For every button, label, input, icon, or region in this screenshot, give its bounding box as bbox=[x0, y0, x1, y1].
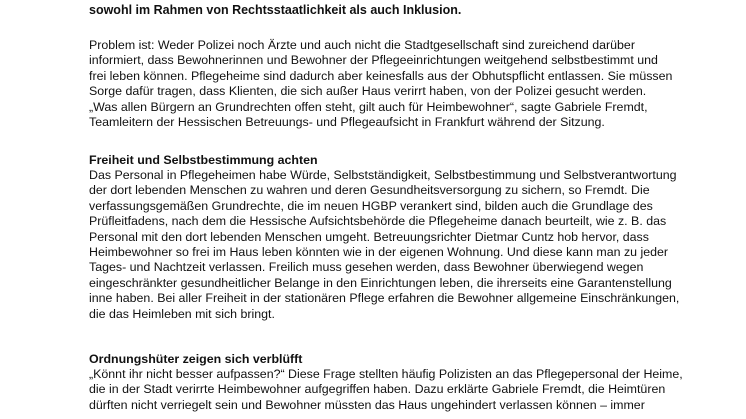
text-line: die das Heimleben mit sich bringt. bbox=[89, 306, 275, 321]
paragraph-problem bbox=[89, 38, 672, 130]
text-line: inne haben. Bei aller Freiheit in der stationären Pflege erfahren die Bewohner allgemeine Einschränkungen, bbox=[89, 291, 680, 306]
text-line: Heimbewohner so frei im Haus leben könnten wie in der eigenen Wohnung. Und diese kann man zu jeder bbox=[89, 245, 669, 260]
text-line: dürften nicht verriegelt sein und Bewohner müssten das Haus ungehindert verlassen können – immer bbox=[89, 397, 645, 412]
text-line: Problem ist: Weder Polizei noch Ärzte und auch nicht die Stadtgesellschaft sind zureichend darüber bbox=[89, 38, 635, 52]
text-line: eingeschränkter gesundheitlicher Belange in den Einrichtungen leben, die ihrerseits eine Garantenstellung bbox=[89, 275, 672, 290]
text-line: die in der Stadt verirrte Heimbewohner aufgegriffen haben. Dazu erklärte Gabriele Fremdt, die Heimtüren bbox=[89, 382, 666, 397]
text-line: Sorge dafür tragen, dass Klienten, die sich außer Haus verirrt haben, von der Polizei gesucht werden. bbox=[89, 84, 647, 99]
paragraph-ordnungshueter bbox=[89, 367, 683, 413]
text-line: frei leben können. Pflegeheime sind dadurch aber keinesfalls aus der Obhutspflicht entlassen. Sie müssen bbox=[89, 68, 673, 83]
section-heading-ordnungshueter: Ordnungshüter zeigen sich verblüfft bbox=[89, 352, 303, 366]
paragraph-freiheit bbox=[89, 168, 679, 322]
text-line: Prüfleitfadens, nach dem die Hessische Aufsichtsbehörde die Pflegeheime danach beurteilt, wie z. B. das bbox=[89, 214, 667, 229]
section-heading-freiheit: Freiheit und Selbstbestimmung achten bbox=[89, 153, 318, 167]
text-line: Das Personal in Pflegeheimen habe Würde, Selbstständigkeit, Selbstbestimmung und Selbstverantwortung bbox=[89, 168, 677, 182]
text-line: „Könnt ihr nicht besser aufpassen?“ Diese Frage stellten häufig Polizisten an das Pflegepersonal der Heime, bbox=[89, 367, 683, 381]
lead-line: sowohl im Rahmen von Rechtsstaatlichkeit als auch Inklusion. bbox=[89, 3, 462, 17]
text-line: Personal mit den dort lebenden Menschen umgeht. Betreuungsrichter Dietmar Cuntz hob hervor, dass bbox=[89, 229, 649, 244]
text-line: informiert, dass Bewohnerinnen und Bewohner der Pflegeeinrichtungen weitgehend selbstbestimmt und bbox=[89, 53, 658, 68]
text-line: Teamleitern der Hessischen Betreuungs- und Pflegeaufsicht in Frankfurt während der Sitzung. bbox=[89, 115, 605, 130]
text-line: Tages- und Nachtzeit verlassen. Freilich muss gesehen werden, dass Bewohner überwiegend wegen bbox=[89, 260, 644, 275]
text-line: verfassungsgemäßen Grundrechte, die im neuen HGBP verankert sind, bilden auch die Grundlage des bbox=[89, 198, 653, 213]
text-line: der dort lebenden Menschen zu wahren und deren Gesundheitsversorgung zu sichern, so Fremdt. Die bbox=[89, 183, 650, 198]
document-page bbox=[89, 0, 714, 419]
text-line: „Was allen Bürgern an Grundrechten offen steht, gilt auch für Heimbewohner“, sagte Gabriele Fremdt, bbox=[89, 99, 648, 114]
